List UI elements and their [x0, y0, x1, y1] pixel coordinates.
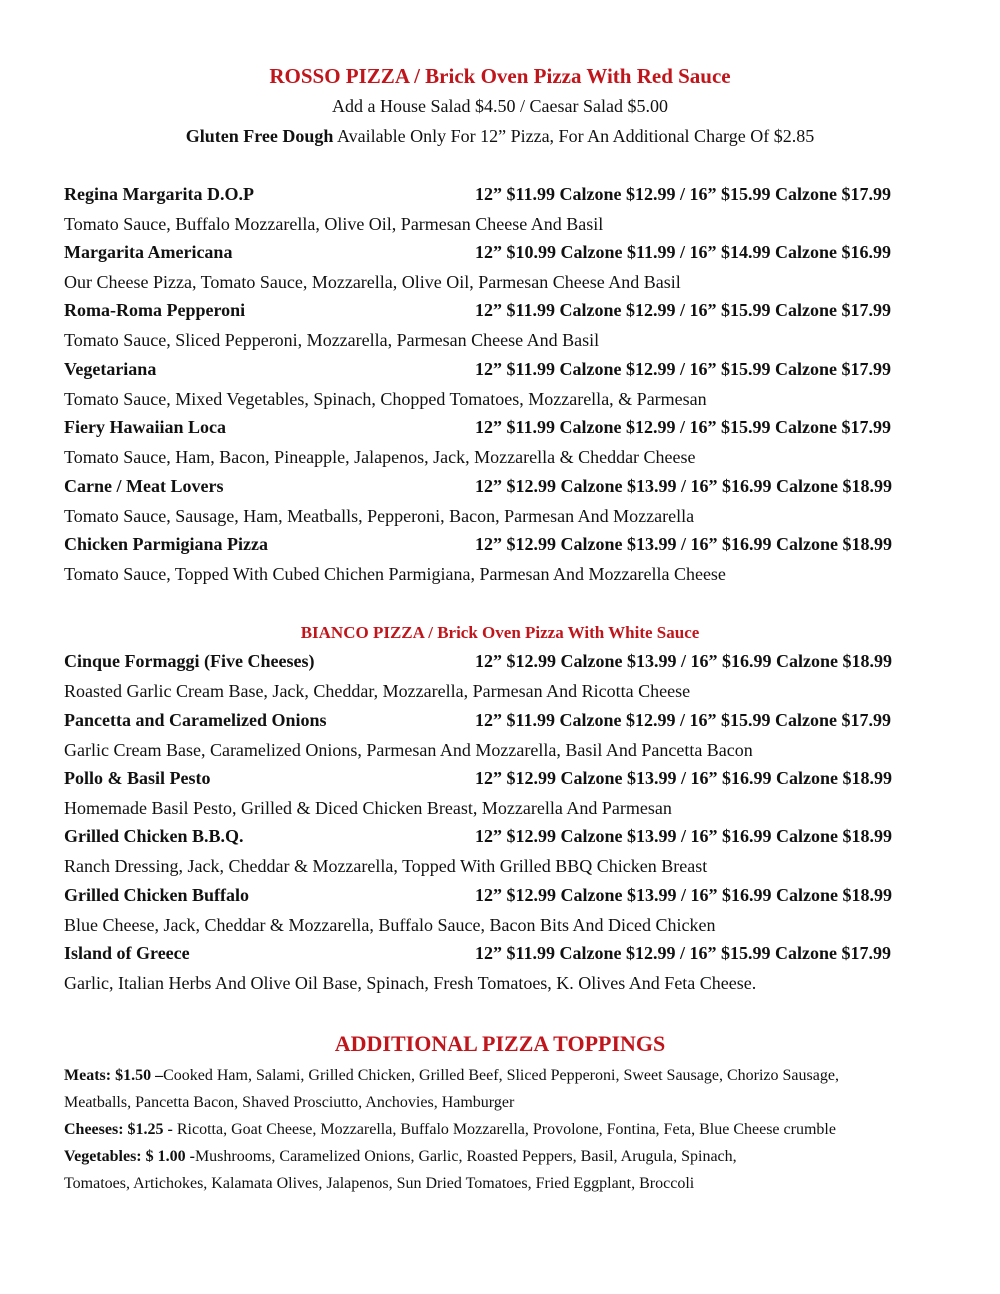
item-prices: 12” $12.99 Calzone $13.99 / 16” $16.99 Calzone $18.99 — [475, 534, 892, 554]
meats-label: Meats: $1.50 – — [64, 1067, 164, 1084]
item-name: Vegetariana — [64, 359, 157, 379]
item-description: Roasted Garlic Cream Base, Jack, Cheddar, Mozzarella, Parmesan And Ricotta Cheese — [64, 681, 691, 701]
item-description: Our Cheese Pizza, Tomato Sauce, Mozzarella, Olive Oil, Parmesan Cheese And Basil — [64, 272, 681, 292]
menu-item — [64, 943, 912, 972]
toppings-section-title: ADDITIONAL PIZZA TOPPINGS — [334, 1031, 666, 1056]
item-prices: 12” $10.99 Calzone $11.99 / 16” $14.99 Calzone $16.99 — [475, 242, 891, 262]
item-prices: 12” $11.99 Calzone $12.99 / 16” $15.99 Calzone $17.99 — [475, 710, 891, 730]
item-prices: 12” $12.99 Calzone $13.99 / 16” $16.99 Calzone $18.99 — [475, 885, 892, 905]
item-prices: 12” $11.99 Calzone $12.99 / 16” $15.99 Calzone $17.99 — [475, 300, 891, 320]
item-name: Grilled Chicken Buffalo — [64, 885, 250, 905]
item-name: Pancetta and Caramelized Onions — [64, 710, 327, 730]
item-description: Garlic Cream Base, Caramelized Onions, Parmesan And Mozzarella, Basil And Pancetta Bacon — [64, 740, 753, 760]
item-description: Homemade Basil Pesto, Grilled & Diced Chicken Breast, Mozzarella And Parmesan — [64, 798, 672, 818]
item-prices: 12” $12.99 Calzone $13.99 / 16” $16.99 Calzone $18.99 — [475, 476, 892, 496]
item-name: Carne / Meat Lovers — [64, 476, 224, 496]
menu-item — [64, 476, 912, 505]
rosso-section-title: ROSSO PIZZA / Brick Oven Pizza With Red Sauce — [269, 64, 731, 88]
menu-item — [64, 885, 912, 914]
menu-item — [64, 359, 912, 388]
vegetables-text: Mushrooms, Caramelized Onions, Garlic, Roasted Peppers, Basil, Arugula, Spinach, — [194, 1148, 737, 1165]
item-prices: 12” $11.99 Calzone $12.99 / 16” $15.99 Calzone $17.99 — [475, 359, 891, 379]
item-name: Pollo & Basil Pesto — [64, 768, 211, 788]
vegetables-line — [64, 1148, 737, 1166]
vegetables-label: Vegetables: $ 1.00 - — [64, 1148, 195, 1165]
cheeses-label: Cheeses: $1.25 - — [64, 1121, 177, 1138]
cheeses-text: Ricotta, Goat Cheese, Mozzarella, Buffalo Mozzarella, Provolone, Fontina, Feta, Blue Cheese crumble — [176, 1121, 836, 1138]
menu-item — [64, 768, 912, 797]
menu-item — [64, 417, 912, 446]
meats-text: Cooked Ham, Salami, Grilled Chicken, Grilled Beef, Sliced Pepperoni, Sweet Sausage, Chorizo Sausage, — [163, 1067, 839, 1084]
item-prices: 12” $11.99 Calzone $12.99 / 16” $15.99 Calzone $17.99 — [475, 417, 891, 437]
menu-item — [64, 651, 912, 680]
item-description: Blue Cheese, Jack, Cheddar & Mozzarella, Buffalo Sauce, Bacon Bits And Diced Chicken — [64, 915, 716, 935]
item-prices: 12” $12.99 Calzone $13.99 / 16” $16.99 Calzone $18.99 — [475, 651, 892, 671]
item-name: Chicken Parmigiana Pizza — [64, 534, 268, 554]
item-name: Cinque Formaggi (Five Cheeses) — [64, 651, 315, 671]
item-description: Tomato Sauce, Sausage, Ham, Meatballs, Pepperoni, Bacon, Parmesan And Mozzarella — [64, 506, 695, 526]
menu-item — [64, 300, 912, 329]
item-description: Tomato Sauce, Sliced Pepperoni, Mozzarella, Parmesan Cheese And Basil — [64, 330, 600, 350]
menu-item — [64, 242, 912, 271]
salad-note: Add a House Salad $4.50 / Caesar Salad $5.00 — [332, 96, 668, 116]
item-name: Grilled Chicken B.B.Q. — [64, 826, 244, 846]
item-description: Tomato Sauce, Topped With Cubed Chichen Parmigiana, Parmesan And Mozzarella Cheese — [64, 564, 726, 584]
gluten-free-text: Available Only For 12” Pizza, For An Additional Charge Of $2.85 — [333, 126, 815, 146]
item-name: Margarita Americana — [64, 242, 233, 262]
item-name: Island of Greece — [64, 943, 190, 963]
item-name: Fiery Hawaiian Loca — [64, 417, 226, 437]
item-description: Ranch Dressing, Jack, Cheddar & Mozzarella, Topped With Grilled BBQ Chicken Breast — [64, 856, 708, 876]
meats-line — [64, 1067, 839, 1085]
item-description: Tomato Sauce, Mixed Vegetables, Spinach, Chopped Tomatoes, Mozzarella, & Parmesan — [64, 389, 707, 409]
vegetables-line-2: Tomatoes, Artichokes, Kalamata Olives, Jalapenos, Sun Dried Tomatoes, Fried Eggplant, Broccoli — [64, 1175, 695, 1192]
item-name: Roma-Roma Pepperoni — [64, 300, 246, 320]
item-prices: 12” $11.99 Calzone $12.99 / 16” $15.99 Calzone $17.99 — [475, 184, 891, 204]
item-prices: 12” $11.99 Calzone $12.99 / 16” $15.99 Calzone $17.99 — [475, 943, 891, 963]
item-description: Tomato Sauce, Buffalo Mozzarella, Olive Oil, Parmesan Cheese And Basil — [64, 214, 604, 234]
bianco-section-title: BIANCO PIZZA / Brick Oven Pizza With White Sauce — [300, 623, 700, 642]
item-description: Garlic, Italian Herbs And Olive Oil Base, Spinach, Fresh Tomatoes, K. Olives And Feta Cheese. — [64, 973, 757, 993]
menu-item — [64, 184, 912, 213]
item-prices: 12” $12.99 Calzone $13.99 / 16” $16.99 Calzone $18.99 — [475, 768, 892, 788]
item-description: Tomato Sauce, Ham, Bacon, Pineapple, Jalapenos, Jack, Mozzarella & Cheddar Cheese — [64, 447, 696, 467]
cheeses-line — [64, 1121, 836, 1139]
menu-item — [64, 710, 912, 739]
gluten-free-label: Gluten Free Dough — [185, 126, 334, 146]
gluten-free-note — [0, 126, 1000, 147]
menu-item — [64, 826, 912, 855]
item-prices: 12” $12.99 Calzone $13.99 / 16” $16.99 Calzone $18.99 — [475, 826, 892, 846]
menu-item — [64, 534, 912, 563]
item-name: Regina Margarita D.O.P — [64, 184, 254, 204]
meats-line-2: Meatballs, Pancetta Bacon, Shaved Prosciutto, Anchovies, Hamburger — [64, 1094, 515, 1111]
